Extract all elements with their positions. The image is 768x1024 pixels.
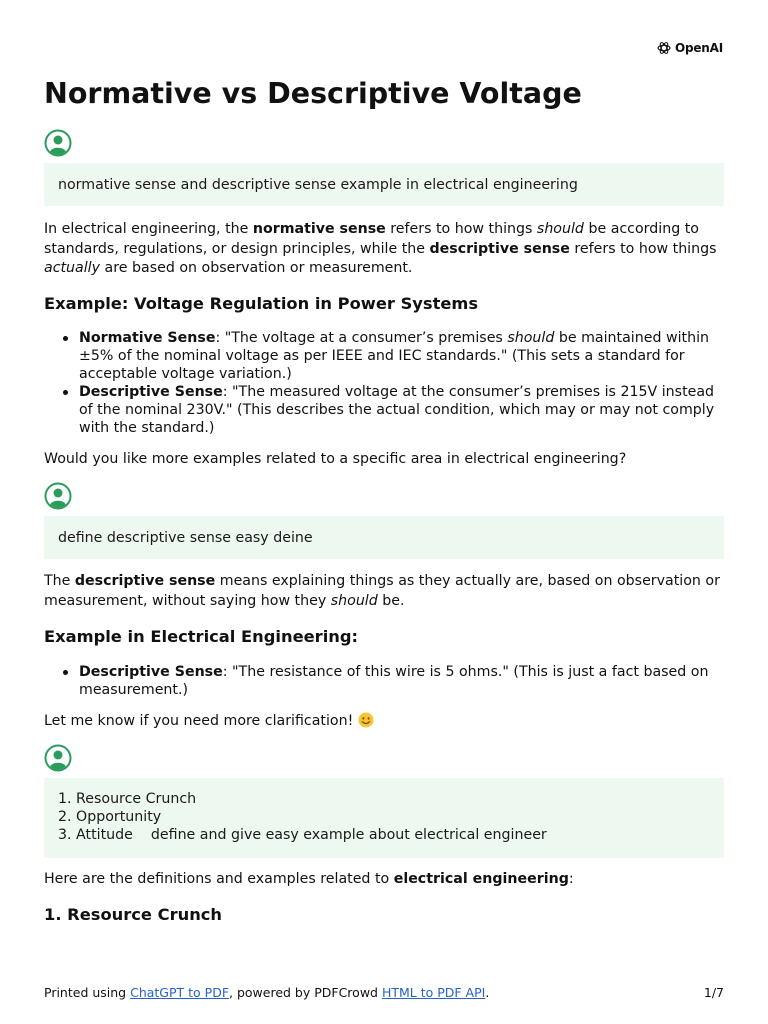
emphasis: should — [536, 221, 584, 237]
intro-text: The — [44, 573, 75, 589]
list-item — [44, 663, 728, 699]
footer-text: , powered by PDFCrowd — [229, 985, 382, 1000]
user-message-line: 2. Opportunity — [58, 809, 162, 825]
bullet-label: Normative Sense — [79, 330, 216, 346]
term-bold: electrical engineering — [393, 871, 569, 887]
openai-logo — [656, 40, 723, 56]
page-title: Normative vs Descriptive Voltage — [44, 77, 582, 110]
assistant-intro — [44, 220, 728, 279]
user-message — [44, 778, 724, 858]
footer — [44, 985, 724, 1001]
intro-text: refers to how things — [569, 240, 717, 257]
page-number: 1/7 — [703, 985, 724, 1000]
bullet-text: : "The measured voltage at the consumer’s premises is 215V instead of the nominal 230V." (This describes the actual condition, which may or may not comply with the standard.) — [79, 384, 715, 436]
bullet-label: Descriptive Sense — [79, 384, 223, 400]
term-descriptive: descriptive sense — [429, 240, 570, 257]
list-item — [44, 329, 728, 383]
user-message-text: normative sense and descriptive sense example in electrical engineering — [58, 177, 578, 193]
intro-text: : — [568, 871, 574, 887]
bullet-text: : "The resistance of this wire is 5 ohms." (This is just a fact based on measurement.) — [79, 664, 709, 698]
user-avatar-icon — [44, 129, 72, 157]
emphasis: should — [330, 592, 378, 609]
section-heading: 1. Resource Crunch — [44, 905, 223, 924]
term-normative: normative sense — [252, 221, 386, 237]
brand-name: OpenAI — [674, 41, 723, 55]
chatgpt-to-pdf-link[interactable]: ChatGPT to PDF — [130, 985, 230, 1000]
list-item — [44, 383, 728, 437]
intro-text: be. — [377, 592, 405, 609]
assistant-closing: Would you like more examples related to a specific area in electrical engineering? — [44, 451, 627, 467]
emphasis: should — [507, 330, 555, 346]
intro-text: means explaining things as they actually are, based on observation or measurement, without saying how they — [44, 573, 720, 609]
user-message — [44, 516, 724, 559]
intro-text: In electrical engineering, the — [44, 221, 253, 237]
closing-text: Let me know if you need more clarification! — [44, 713, 358, 729]
user-avatar-icon — [44, 744, 72, 772]
assistant-intro — [44, 870, 728, 890]
user-message-line: 1. Resource Crunch — [58, 791, 197, 807]
footer-text: Printed using — [44, 985, 131, 1000]
intro-text: are based on observation or measurement. — [100, 260, 413, 276]
section-heading: Example: Voltage Regulation in Power Systems — [44, 294, 479, 313]
bullet-text: : "The voltage at a consumer’s premises — [215, 330, 508, 346]
user-message-text: define descriptive sense easy deine — [58, 530, 313, 546]
html-to-pdf-api-link[interactable]: HTML to PDF API — [381, 985, 486, 1000]
term-descriptive: descriptive sense — [74, 573, 216, 589]
intro-text: be according to standards, regulations, or design principles, while the — [44, 221, 699, 257]
openai-logo-icon — [656, 40, 672, 56]
assistant-intro — [44, 572, 728, 611]
bullet-list — [44, 663, 728, 699]
assistant-closing — [44, 712, 728, 732]
user-avatar-icon — [44, 482, 72, 510]
smiling-face-emoji — [358, 712, 374, 728]
intro-text: refers to how things — [385, 221, 537, 237]
bullet-list — [44, 329, 728, 437]
emphasis: actually — [44, 260, 101, 276]
user-message — [44, 163, 724, 206]
bullet-label: Descriptive Sense — [79, 664, 223, 680]
bullet-text: be maintained within ±5% of the nominal voltage as per IEEE and IEC standards." (This sets a standard for acceptable voltage variation.) — [79, 330, 710, 382]
user-message-line: 3. Attitude define and give easy example about electrical engineer — [58, 827, 547, 843]
intro-text: Here are the definitions and examples related to — [44, 871, 394, 887]
section-heading: Example in Electrical Engineering: — [44, 627, 359, 646]
footer-text: . — [485, 985, 490, 1000]
